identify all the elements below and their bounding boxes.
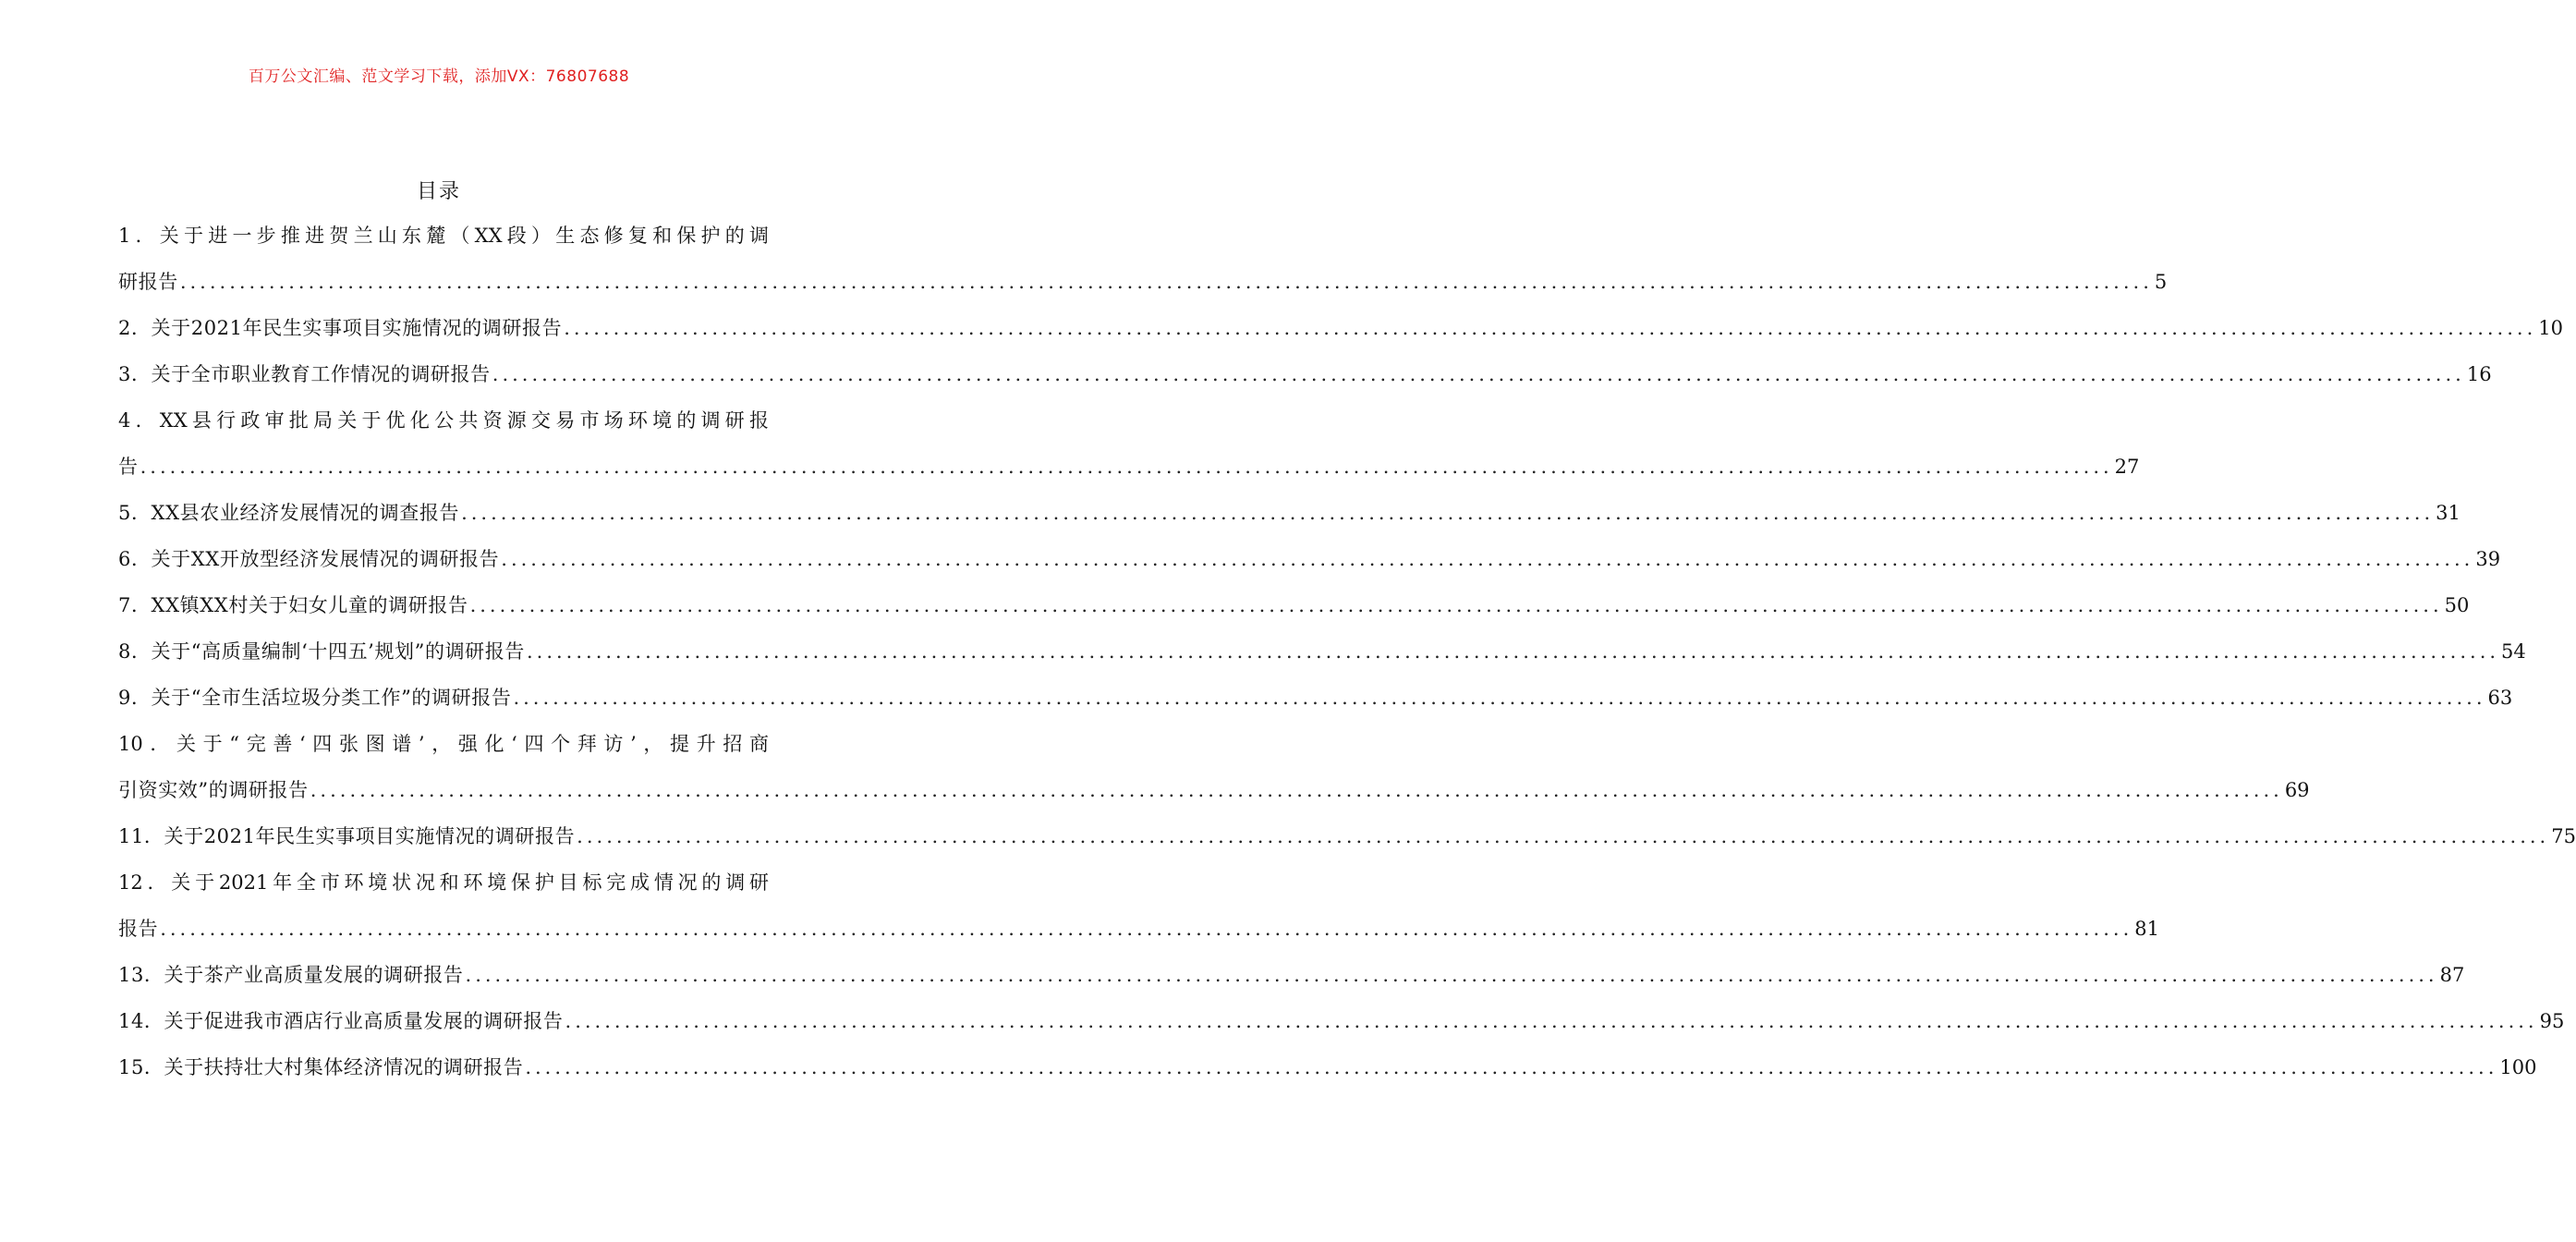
- toc-entry-3[interactable]: 3．关于全市职业教育工作情况的调研报告 ........................................................................................................................................................................................................ 16: [118, 351, 769, 397]
- leader-dots: ........................................................................................................................................................................................................: [577, 825, 2550, 847]
- page-number: 10: [2538, 317, 2563, 339]
- page-number: 75: [2551, 825, 2576, 847]
- toc-entry-1-line2[interactable]: 研报告 ........................................................................................................................................................................................................ 5: [118, 259, 769, 305]
- toc-entry-10-line1[interactable]: 10．关于“完善‘四张图谱’，强化‘四个拜访’，提升招商: [118, 733, 769, 755]
- toc-title: 目录: [416, 180, 461, 203]
- page-number: 63: [2487, 687, 2513, 709]
- leader-dots: ........................................................................................................................................................................................................: [565, 1010, 2538, 1032]
- toc-entry-9[interactable]: 9．关于“全市生活垃圾分类工作”的调研报告 ........................................................................................................................................................................................................ 63: [118, 675, 769, 721]
- toc-entry-15[interactable]: 15．关于扶持壮大村集体经济情况的调研报告 ........................................................................................................................................................................................................ 100: [118, 1044, 769, 1090]
- toc-entry-14[interactable]: 14．关于促进我市酒店行业高质量发展的调研报告 ........................................................................................................................................................................................................ 95: [118, 998, 769, 1044]
- toc-entry-2[interactable]: 2．关于2021年民生实事项目实施情况的调研报告 ........................................................................................................................................................................................................ 10: [118, 305, 769, 351]
- page-number: 81: [2134, 918, 2159, 940]
- toc-entry-6[interactable]: 6．关于XX开放型经济发展情况的调研报告 ........................................................................................................................................................................................................ 39: [118, 536, 769, 582]
- page-number: 87: [2439, 964, 2465, 986]
- toc-entry-7[interactable]: 7．XX镇XX村关于妇女儿童的调研报告 ........................................................................................................................................................................................................ 50: [118, 582, 769, 628]
- page-number: 16: [2466, 363, 2492, 385]
- page-number: 95: [2539, 1010, 2565, 1032]
- leader-dots: ........................................................................................................................................................................................................: [525, 1056, 2498, 1078]
- toc-entry-4-line1[interactable]: 4．XX县行政审批局关于优化公共资源交易市场环境的调研报: [118, 409, 769, 432]
- page-number: 50: [2444, 594, 2470, 616]
- toc-entry-10-line2[interactable]: 引资实效”的调研报告 ........................................................................................................................................................................................................ 69: [118, 767, 769, 813]
- page-number: 39: [2475, 548, 2501, 570]
- toc-list: [118, 213, 2576, 1090]
- leader-dots: ........................................................................................................................................................................................................: [179, 271, 2153, 293]
- toc-entry-12-line1[interactable]: 12．关于2021年全市环境状况和环境保护目标完成情况的调研: [118, 871, 769, 894]
- page-number: 69: [2284, 779, 2310, 801]
- page-number: 31: [2436, 502, 2461, 524]
- toc-entry-1-line1[interactable]: 1．关于进一步推进贺兰山东麓（XX段）生态修复和保护的调: [118, 225, 769, 247]
- leader-dots: ........................................................................................................................................................................................................: [564, 317, 2537, 339]
- toc-entry-4-line2[interactable]: 告 ........................................................................................................................................................................................................ 27: [118, 444, 769, 490]
- page-number: 100: [2499, 1056, 2537, 1078]
- toc-entry-11[interactable]: 11．关于2021年民生实事项目实施情况的调研报告 ........................................................................................................................................................................................................ 75: [118, 813, 769, 859]
- leader-dots: ........................................................................................................................................................................................................: [469, 594, 2443, 616]
- toc-entry-12-line2[interactable]: 报告 ........................................................................................................................................................................................................ 81: [118, 906, 769, 952]
- leader-dots: ........................................................................................................................................................................................................: [160, 918, 2133, 940]
- leader-dots: ........................................................................................................................................................................................................: [501, 548, 2474, 570]
- page-number: 5: [2154, 271, 2168, 293]
- page-number: 27: [2114, 456, 2140, 478]
- leader-dots: ........................................................................................................................................................................................................: [310, 779, 2283, 801]
- toc-entry-13[interactable]: 13．关于茶产业高质量发展的调研报告 ........................................................................................................................................................................................................ 87: [118, 952, 769, 998]
- leader-dots: ........................................................................................................................................................................................................: [465, 964, 2438, 986]
- toc-entry-5[interactable]: 5．XX县农业经济发展情况的调查报告 ........................................................................................................................................................................................................ 31: [118, 490, 769, 536]
- leader-dots: ........................................................................................................................................................................................................: [513, 687, 2486, 709]
- toc-entry-8[interactable]: 8．关于“高质量编制‘十四五’规划”的调研报告 ........................................................................................................................................................................................................ 54: [118, 628, 769, 675]
- leader-dots: ........................................................................................................................................................................................................: [526, 640, 2500, 663]
- leader-dots: ........................................................................................................................................................................................................: [140, 456, 2113, 478]
- watermark-banner: 百万公文汇编、范文学习下载，添加VX：76807688: [248, 67, 630, 86]
- leader-dots: ........................................................................................................................................................................................................: [461, 502, 2435, 524]
- page-number: 54: [2501, 640, 2526, 663]
- leader-dots: ........................................................................................................................................................................................................: [492, 363, 2465, 385]
